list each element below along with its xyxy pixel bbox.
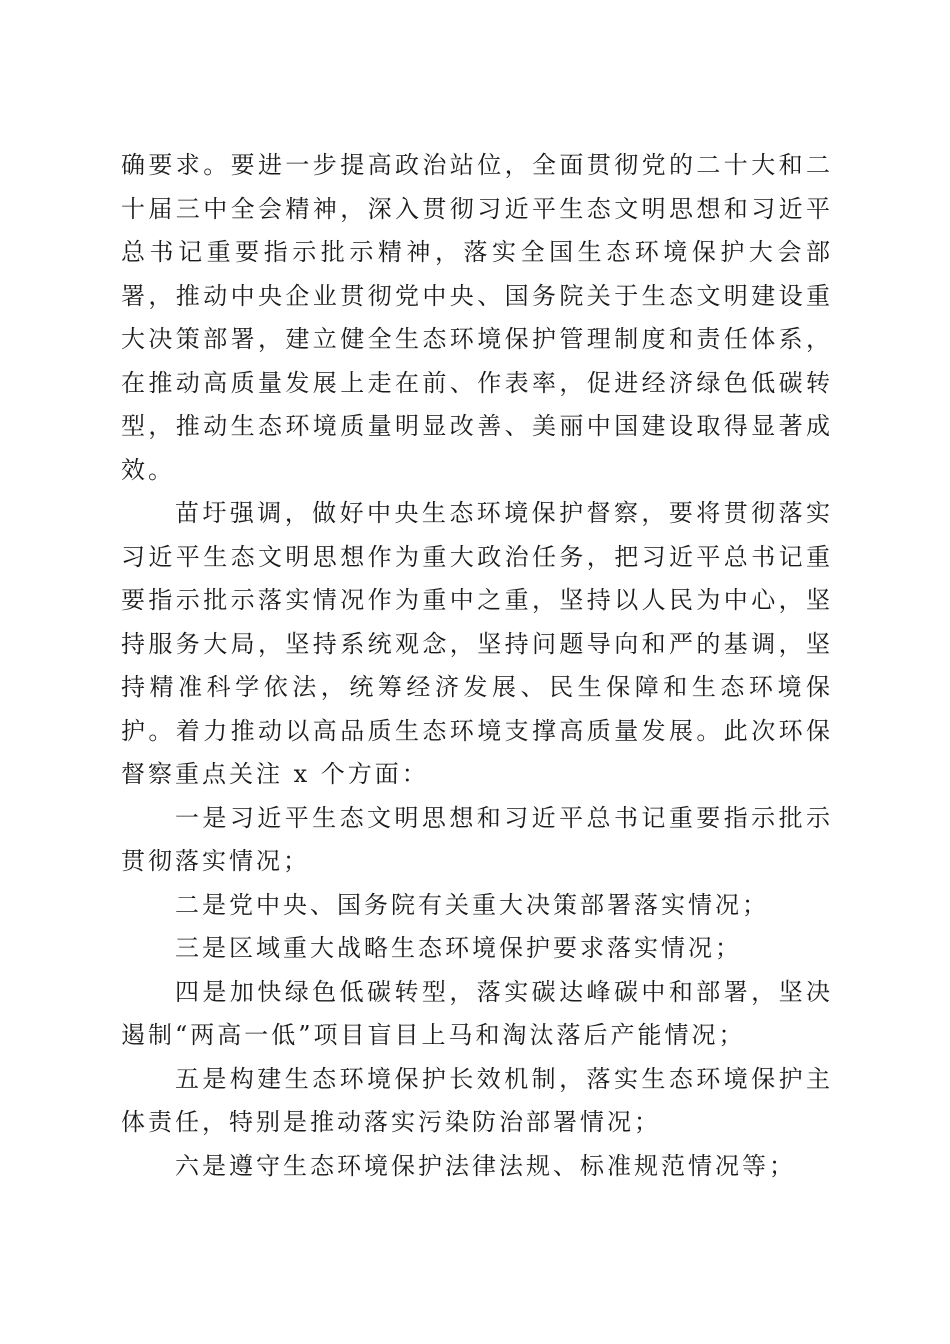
paragraph-miao-wei-emphasis: 苗圩强调，做好中央生态环境保护督察，要将贯彻落实习近平生态文明思想作为重大政治任务，把习近平总书记重要指示批示落实情况作为重中之重，坚持以人民为中心，坚持服务大局，坚持系统观念，坚持问题导向和严的基调，坚持精准科学依法，统筹经济发展、民生保障和生态环境保护。着力推动以高品质生态环境支撑高质量发展。此次环保督察重点关注 x 个方面： bbox=[121, 499, 833, 788]
focus-item-2: 二是党中央、国务院有关重大决策部署落实情况； bbox=[175, 890, 769, 919]
focus-item-4: 四是加快绿色低碳转型，落实碳达峰碳中和部署，坚决遏制“两高一低”项目盲目上马和淘汰落后产能情况； bbox=[121, 977, 833, 1049]
focus-item-5: 五是构建生态环境保护长效机制，落实生态环境保护主体责任，特别是推动落实污染防治部署情况； bbox=[121, 1064, 833, 1136]
focus-item-1: 一是习近平生态文明思想和习近平总书记重要指示批示贯彻落实情况； bbox=[121, 803, 833, 875]
document-body bbox=[121, 144, 833, 1188]
focus-item-6: 六是遵守生态环境保护法律法规、标准规范情况等； bbox=[175, 1151, 796, 1180]
paragraph-requirements: 确要求。要进一步提高政治站位，全面贯彻党的二十大和二十届三中全会精神，深入贯彻习近平生态文明思想和习近平总书记重要指示批示精神，落实全国生态环境保护大会部署，推动中央企业贯彻党中央、国务院关于生态文明建设重大决策部署，建立健全生态环境保护管理制度和责任体系，在推动高质量发展上走在前、作表率，促进经济绿色低碳转型，推动生态环境质量明显改善、美丽中国建设取得显著成效。 bbox=[121, 151, 833, 484]
focus-item-3: 三是区域重大战略生态环境保护要求落实情况； bbox=[175, 934, 742, 962]
